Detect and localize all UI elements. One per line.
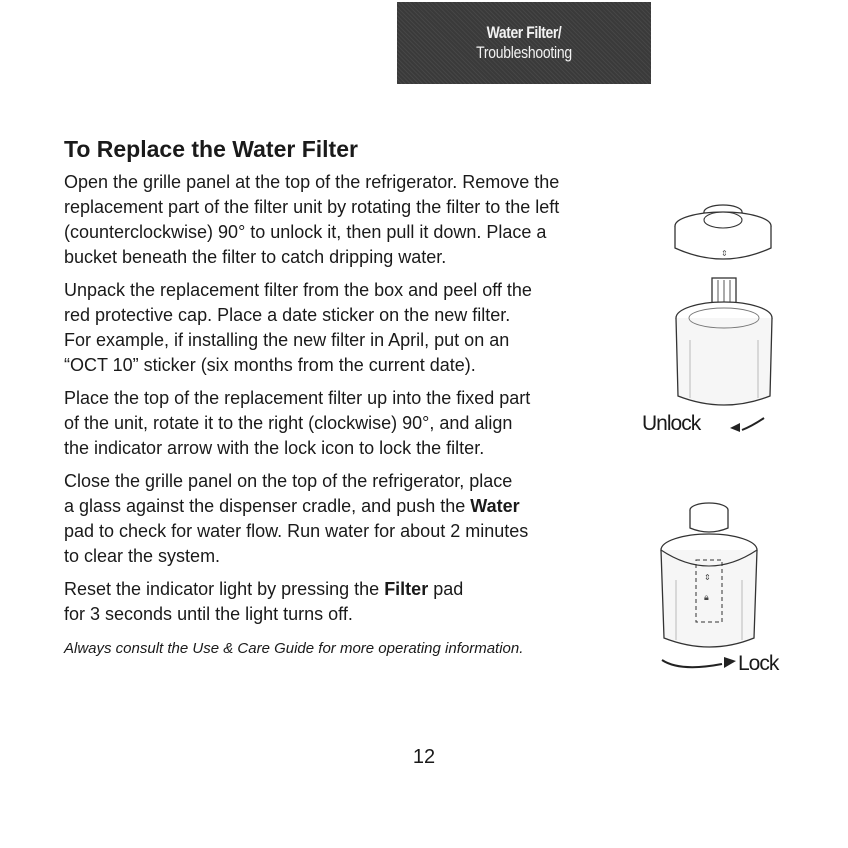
lock-label: Lock	[738, 652, 779, 675]
p2-line3: For example, if installing the new filter in April, put on an	[64, 330, 510, 350]
water-pad-term: Water	[470, 496, 520, 516]
paragraph-1	[64, 170, 634, 270]
p4-line1: Close the grille panel on the top of the refrigerator, place	[64, 471, 513, 491]
page-number: 12	[412, 746, 436, 768]
svg-text:⇕: ⇕	[721, 249, 728, 258]
p2-line4: “OCT 10” sticker (six months from the current date).	[64, 355, 476, 375]
paragraph-3	[64, 386, 634, 461]
p1-line3: (counterclockwise) 90° to unlock it, then pull it down. Place a	[64, 222, 547, 242]
section-header-line2: Troubleshooting	[476, 43, 572, 62]
p2-line2: red protective cap. Place a date sticker on the new filter.	[64, 305, 511, 325]
p5-line1-end: pad	[428, 579, 464, 599]
svg-text:🔒︎: 🔒︎	[704, 592, 709, 602]
unlock-label: Unlock	[642, 412, 701, 435]
p3-line3: the indicator arrow with the lock icon to lock the filter.	[64, 438, 485, 458]
p5-line2: for 3 seconds until the light turns off.	[64, 604, 353, 624]
section-header-tab	[397, 2, 651, 84]
p3-line2: of the unit, rotate it to the right (clockwise) 90°, and align	[64, 413, 513, 433]
section-header-line1: Water Filter/	[486, 23, 562, 42]
paragraph-5	[64, 577, 634, 627]
p2-line1: Unpack the replacement filter from the box and peel off the	[64, 280, 532, 300]
p1-line4: bucket beneath the filter to catch dripping water.	[64, 247, 447, 267]
p4-line4: to clear the system.	[64, 546, 221, 566]
care-guide-note: Always consult the Use & Care Guide for more operating information.	[64, 640, 524, 657]
p1-line1: Open the grille panel at the top of the refrigerator. Remove the	[64, 172, 560, 192]
svg-text:⇕: ⇕	[704, 573, 711, 582]
p4-line2: a glass against the dispenser cradle, and push the	[64, 496, 471, 516]
page-title: To Replace the Water Filter	[64, 136, 358, 162]
filter-unlock-illustration	[640, 170, 780, 440]
p5-line1: Reset the indicator light by pressing the	[64, 579, 385, 599]
paragraph-4	[64, 469, 634, 569]
paragraph-2	[64, 278, 634, 378]
p1-line2: replacement part of the filter unit by rotating the filter to the left	[64, 197, 560, 217]
p4-line3: pad to check for water flow. Run water for about 2 minutes	[64, 521, 529, 541]
p3-line1: Place the top of the replacement filter up into the fixed part	[64, 388, 531, 408]
filter-pad-term: Filter	[384, 579, 429, 599]
